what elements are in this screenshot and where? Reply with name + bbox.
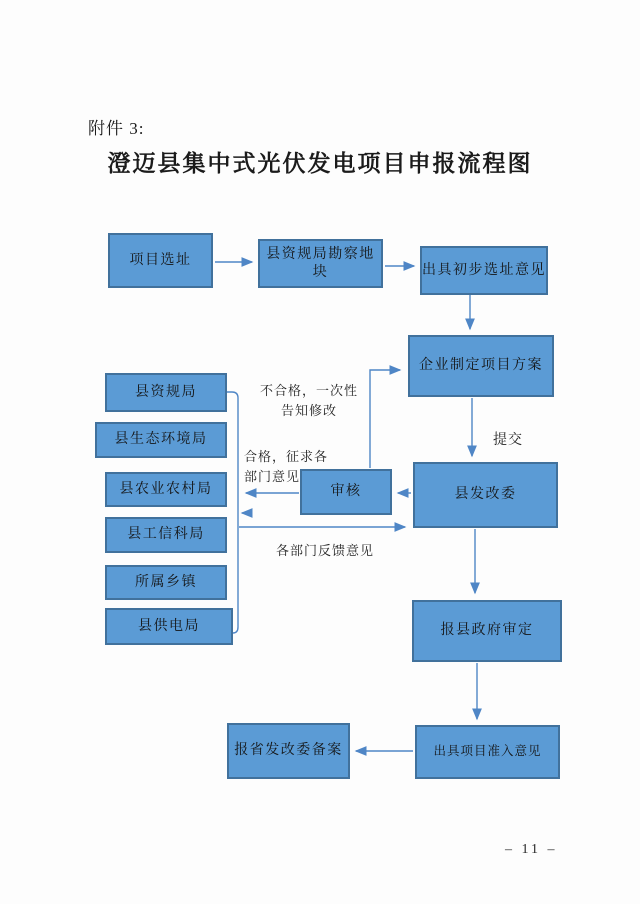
box-label: 县资规局勘察地块 (266, 247, 375, 280)
page-number: – 11 – (505, 842, 558, 857)
label-submit: 提交 (493, 433, 523, 448)
label-feedback: 各部门反馈意见 (276, 543, 375, 558)
box-dept-resources-bureau (105, 373, 227, 412)
label-approve-note (244, 447, 328, 487)
box-label: 县供电局 (138, 618, 200, 634)
box-label: 县发改委 (454, 487, 517, 503)
box-project-access-opinion (415, 725, 560, 779)
box-label: 县工信科局 (127, 527, 205, 543)
box-provincial-drc-filing (227, 723, 350, 779)
departments-bracket-line (227, 392, 238, 633)
box-label: 县生态环境局 (114, 432, 208, 448)
box-label: 项目选址 (129, 252, 192, 268)
label-reject-line1: 不合格，一次性 (259, 383, 358, 398)
attachment-label: 附件 3: (88, 119, 145, 138)
box-label: 所属乡镇 (135, 574, 197, 590)
box-preliminary-site-opinion (420, 246, 548, 295)
box-label: 县资规局 (135, 384, 197, 400)
box-label: 报县政府审定 (440, 623, 534, 639)
box-label: 出具初步选址意见 (422, 262, 546, 278)
box-label: 报省发改委备案 (234, 743, 343, 759)
box-report-county-government (412, 600, 562, 662)
box-county-drc (413, 462, 558, 528)
label-reject-note (258, 381, 360, 421)
box-project-site-selection (108, 233, 213, 288)
arrow-review-to-plan-reject (370, 370, 400, 468)
box-dept-industry-it-bureau (105, 517, 227, 553)
box-dept-ecology-environment-bureau (95, 422, 227, 458)
box-enterprise-project-plan (408, 335, 554, 397)
box-label: 企业制定项目方案 (419, 358, 543, 374)
box-label: 审核 (330, 484, 362, 500)
box-label: 出具项目准入意见 (433, 744, 542, 759)
box-label: 县农业农村局 (119, 481, 213, 497)
box-dept-township (105, 565, 227, 600)
label-reject-line2: 告知修改 (280, 403, 337, 419)
box-county-resources-bureau-survey (258, 239, 383, 288)
label-approve-line1: 合格，征求各 (244, 449, 329, 464)
box-dept-agriculture-rural-bureau (105, 472, 227, 507)
label-approve-line2: 部门意见 (244, 469, 301, 485)
page-title: 澄迈县集中式光伏发电项目申报流程图 (107, 151, 533, 176)
box-dept-power-supply-bureau (105, 608, 233, 645)
